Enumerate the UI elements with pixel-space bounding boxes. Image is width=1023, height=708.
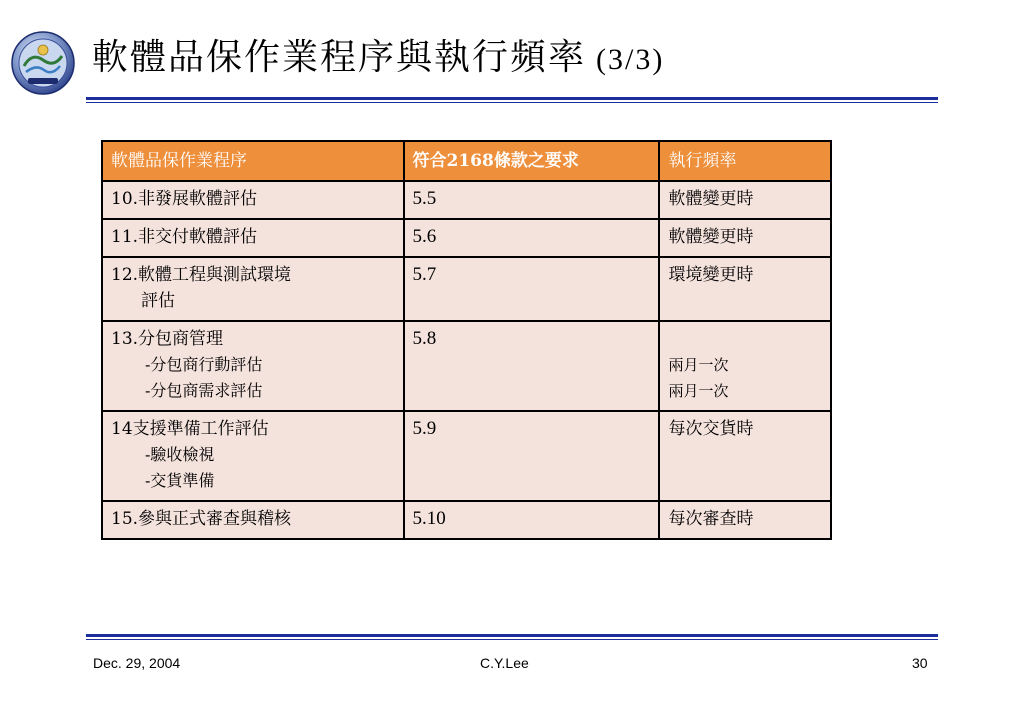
table-row	[102, 321, 831, 411]
procedure-cell	[102, 257, 404, 321]
clause-cell: 5.7	[404, 257, 660, 321]
header-clause: 符合2168條款之要求	[404, 141, 660, 181]
sub-frequency: 兩月一次	[668, 356, 729, 374]
subitem: -分包商行動評估	[145, 355, 263, 374]
slide-title	[92, 36, 664, 82]
sub-frequency: 兩月一次	[668, 382, 729, 400]
footer-rule-thin	[86, 639, 938, 640]
subitem: -驗收檢視	[145, 445, 215, 464]
footer-date: Dec. 29, 2004	[93, 655, 181, 671]
title-rule-thin	[86, 102, 938, 103]
procedure-text: 12.軟體工程與測試環境	[111, 265, 292, 285]
frequency-cell: 軟體變更時	[659, 181, 831, 219]
header-procedure: 軟體品保作業程序	[102, 141, 404, 181]
subitem: -分包商需求評估	[145, 381, 263, 400]
procedure-cell: 10.非發展軟體評估	[102, 181, 404, 219]
footer-author: C.Y.Lee	[480, 655, 529, 671]
frequency-cell: 軟體變更時	[659, 219, 831, 257]
table-row	[102, 219, 831, 257]
clause-cell: 5.10	[404, 501, 660, 539]
footer-page-number: 30	[912, 655, 928, 671]
frequency-cell: 每次審查時	[659, 501, 831, 539]
subitem: -交貨準備	[145, 471, 215, 490]
university-seal-logo	[10, 30, 76, 96]
procedure-cell: 11.非交付軟體評估	[102, 219, 404, 257]
header-frequency: 執行頻率	[659, 141, 831, 181]
table-row	[102, 257, 831, 321]
clause-cell: 5.8	[404, 321, 660, 411]
footer-rule-thick	[86, 634, 938, 637]
table-row	[102, 181, 831, 219]
frequency-cell	[659, 321, 831, 411]
frequency-spacer	[668, 326, 822, 352]
clause-cell: 5.6	[404, 219, 660, 257]
procedure-text-cont: 評估	[141, 291, 175, 311]
clause-cell: 5.9	[404, 411, 660, 501]
procedure-cell	[102, 321, 404, 411]
procedure-table	[101, 140, 832, 540]
clause-cell: 5.5	[404, 181, 660, 219]
table-row	[102, 411, 831, 501]
procedure-cell	[102, 411, 404, 501]
procedure-text: 14支援準備工作評估	[111, 419, 269, 439]
slide-title-main: 軟體品保作業程序與執行頻率	[92, 37, 587, 78]
table-row	[102, 501, 831, 539]
frequency-cell: 每次交貨時	[659, 411, 831, 501]
slide-title-suffix: (3/3)	[596, 43, 665, 76]
frequency-cell: 環境變更時	[659, 257, 831, 321]
procedure-text: 13.分包商管理	[111, 329, 224, 349]
table-header-row	[102, 141, 831, 181]
procedure-cell: 15.參與正式審查與稽核	[102, 501, 404, 539]
title-rule-thick	[86, 97, 938, 100]
